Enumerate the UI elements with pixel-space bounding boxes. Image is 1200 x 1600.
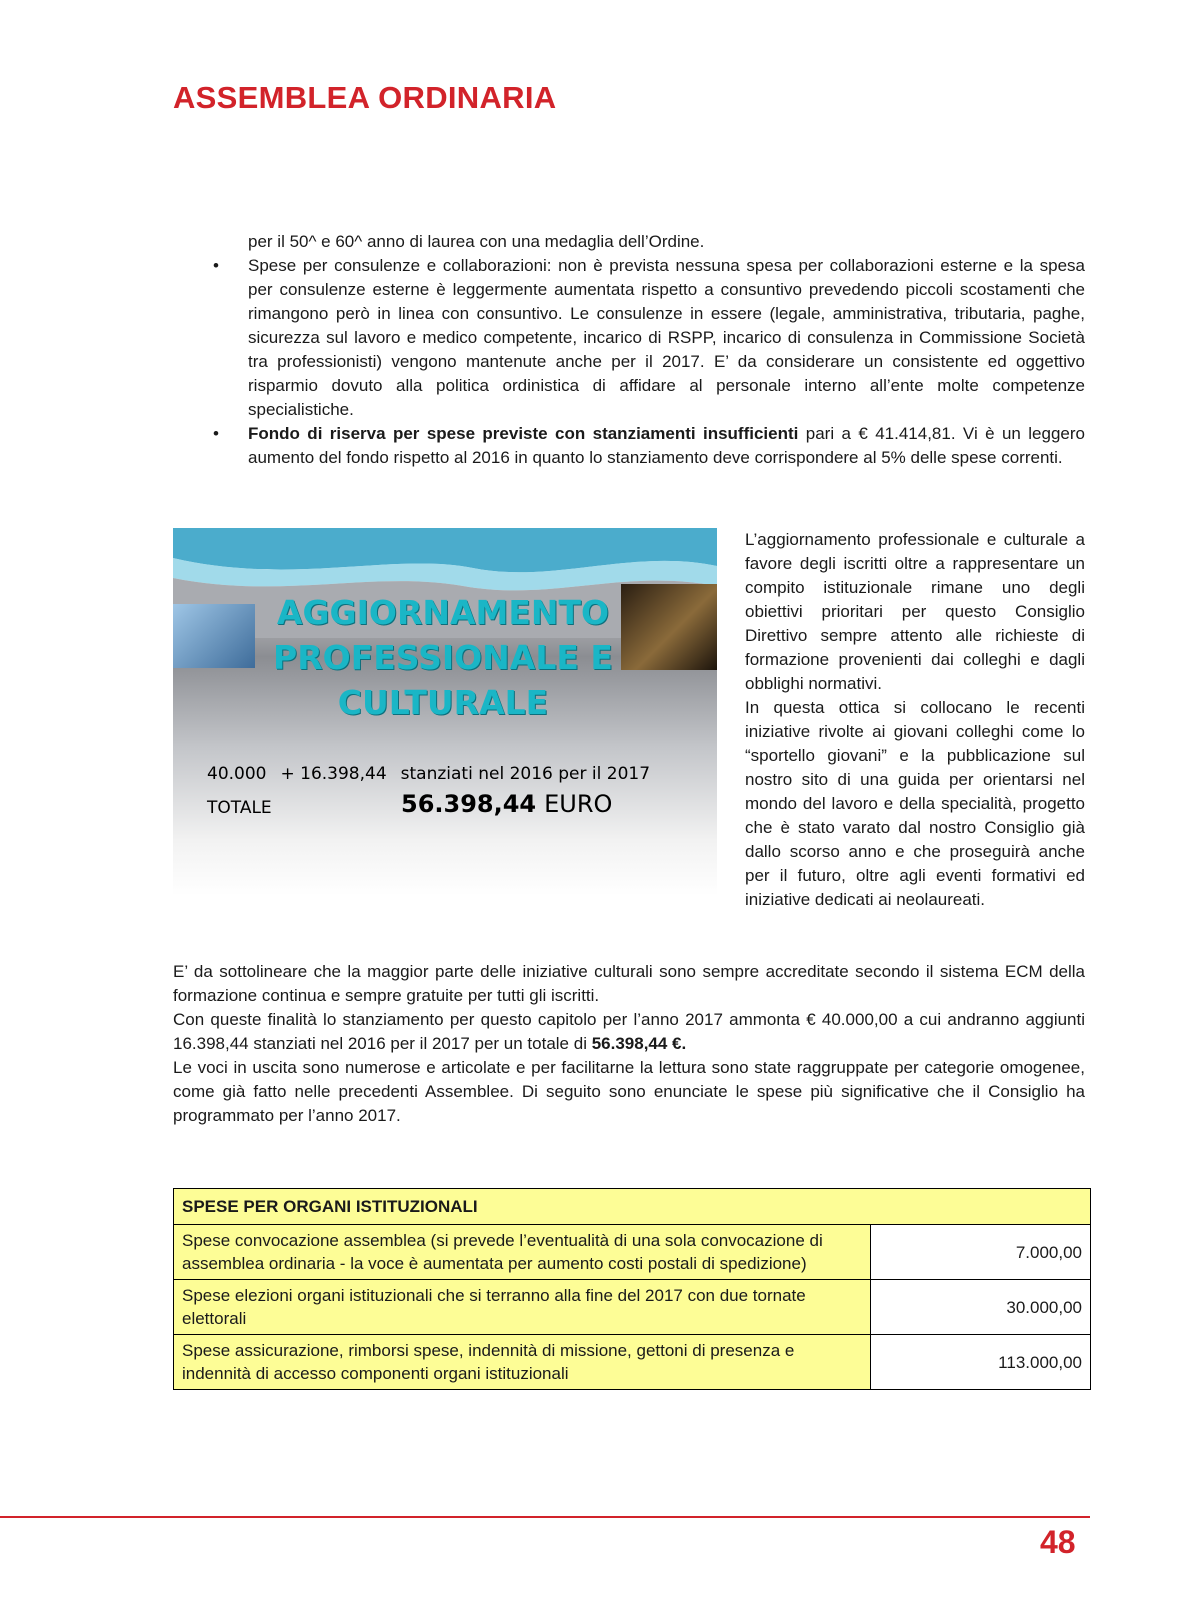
table-cell-amount: 7.000,00 — [871, 1225, 1091, 1280]
slide-allocation-line — [207, 764, 707, 784]
side-paragraph: In questa ottica si collocano le recenti iniziative rivolte ai giovani colleghi come lo “sportello giovani” e la pubblicazione sul nostro sito di una guida per orientarsi nel mondo del lavoro e della specialità, progetto che è stato varato dal nostro Consiglio già dallo scorso anno e che proseguirà anche per il futuro, oltre agli eventi formativi ed iniziative dedicati ai neolaureati. — [745, 698, 1085, 909]
bullet-item-fondo-riserva — [205, 422, 1085, 470]
slide-total-value: 56.398,44 — [401, 790, 537, 818]
slide-title-line: AGGIORNAMENTO — [276, 593, 610, 632]
table-cell-description: Spese convocazione assemblea (si prevede l’eventualità di una sola convocazione di assemblea ordinaria - la voce è aumentata per aumento costi postali di spedizione) — [174, 1225, 871, 1280]
slide-total-unit: EURO — [544, 790, 613, 818]
body-paragraph: Le voci in uscita sono numerose e articolate e per facilitarne la lettura sono state raggruppate per categorie omogenee, come già fatto nelle precedenti Assemblee. Di seguito sono enunciate le spese più significative che il Consiglio ha programmato per l’anno 2017. — [173, 1058, 1085, 1125]
body-paragraph-text: Con queste finalità lo stanziamento per questo capitolo per l’anno 2017 ammonta € 40.000,00 a cui andranno aggiunti 16.398,44 stanziati nel 2016 per il 2017 per un totale di — [173, 1010, 1085, 1053]
table-cell-description: Spese elezioni organi istituzionali che si terranno alla fine del 2017 con due tornate elettorali — [174, 1280, 871, 1335]
slide-base-amount: 40.000 — [207, 764, 267, 784]
slide-allocation-note: stanziati nel 2016 per il 2017 — [400, 764, 651, 784]
bullet-bold-text: Fondo di riserva per spese previste con stanziamenti insufficienti — [248, 424, 799, 443]
side-paragraph: L’aggiornamento professionale e culturale a favore degli iscritti oltre a rappresentare un compito istituzionale rimane uno degli obiettivi prioritari per questo Consiglio Direttivo sempre attento alle richieste di formazione provenienti dai colleghi e dagli obblighi normativi. — [745, 530, 1085, 693]
slide-added-amount: + 16.398,44 — [280, 764, 387, 784]
slide-title — [233, 590, 653, 725]
table-header-row — [174, 1189, 1091, 1225]
bullet-list — [205, 230, 1085, 470]
slide-total — [401, 790, 612, 818]
slide-title-line: CULTURALE — [337, 683, 549, 722]
table-row — [174, 1335, 1091, 1390]
table-row — [174, 1225, 1091, 1280]
page-header-title: ASSEMBLEA ORDINARIA — [173, 80, 557, 115]
body-paragraph: E’ da sottolineare che la maggior parte delle iniziative culturali sono sempre accreditate secondo il sistema ECM della formazione continua e sempre gratuite per tutti gli iscritti. — [173, 962, 1085, 1005]
footer-divider — [0, 1516, 1090, 1518]
page-number: 48 — [1040, 1524, 1076, 1560]
bullet-icon: • — [213, 424, 219, 443]
slide-title-line: PROFESSIONALE E — [273, 638, 613, 677]
slide-total-label: TOTALE — [207, 798, 272, 818]
table-cell-amount: 30.000,00 — [871, 1280, 1091, 1335]
body-text — [173, 960, 1085, 1128]
table-cell-description: Spese assicurazione, rimborsi spese, indennità di missione, gettoni di presenza e indennità di accesso componenti organi istituzionali — [174, 1335, 871, 1390]
bullet-text — [248, 422, 1085, 470]
table-cell-amount: 113.000,00 — [871, 1335, 1091, 1390]
side-column-text — [745, 528, 1085, 912]
bullet-icon: • — [213, 256, 219, 275]
expenses-table — [173, 1188, 1091, 1390]
table-header: SPESE PER ORGANI ISTITUZIONALI — [174, 1189, 1091, 1225]
slide-image — [173, 528, 717, 896]
body-total-amount: 56.398,44 €. — [591, 1034, 687, 1053]
bullet-rest-text: pari a € 41.414,81. Vi è un leggero aumento del fondo rispetto al 2016 in quanto lo stanziamento deve corrispondere al 5% delle spese correnti. — [248, 424, 1085, 467]
table-row — [174, 1280, 1091, 1335]
bullet-item-consulenze — [205, 254, 1085, 422]
bullet-text: Spese per consulenze e collaborazioni: non è prevista nessuna spesa per collaborazioni esterne e la spesa per consulenze esterne è leggermente aumentata rispetto a consuntivo prevedendo piccoli scostamenti che rimangono però in linea con consuntivo. Le consulenze in essere (legale, amministrativa, tributaria, paghe, sicurezza sul lavoro e medico competente, incarico di RSPP, incarico di consulenza in Commissione Società tra professionisti) vengono mantenute anche per il 2017. E’ da considerare un consistente ed oggettivo risparmio dovuto alla politica ordinistica di affidare al personale interno all’ente molte competenze specialistiche. — [248, 256, 1085, 419]
bullet-continuation: per il 50^ e 60^ anno di laurea con una medaglia dell’Ordine. — [248, 232, 705, 251]
body-paragraph — [173, 1008, 1085, 1056]
